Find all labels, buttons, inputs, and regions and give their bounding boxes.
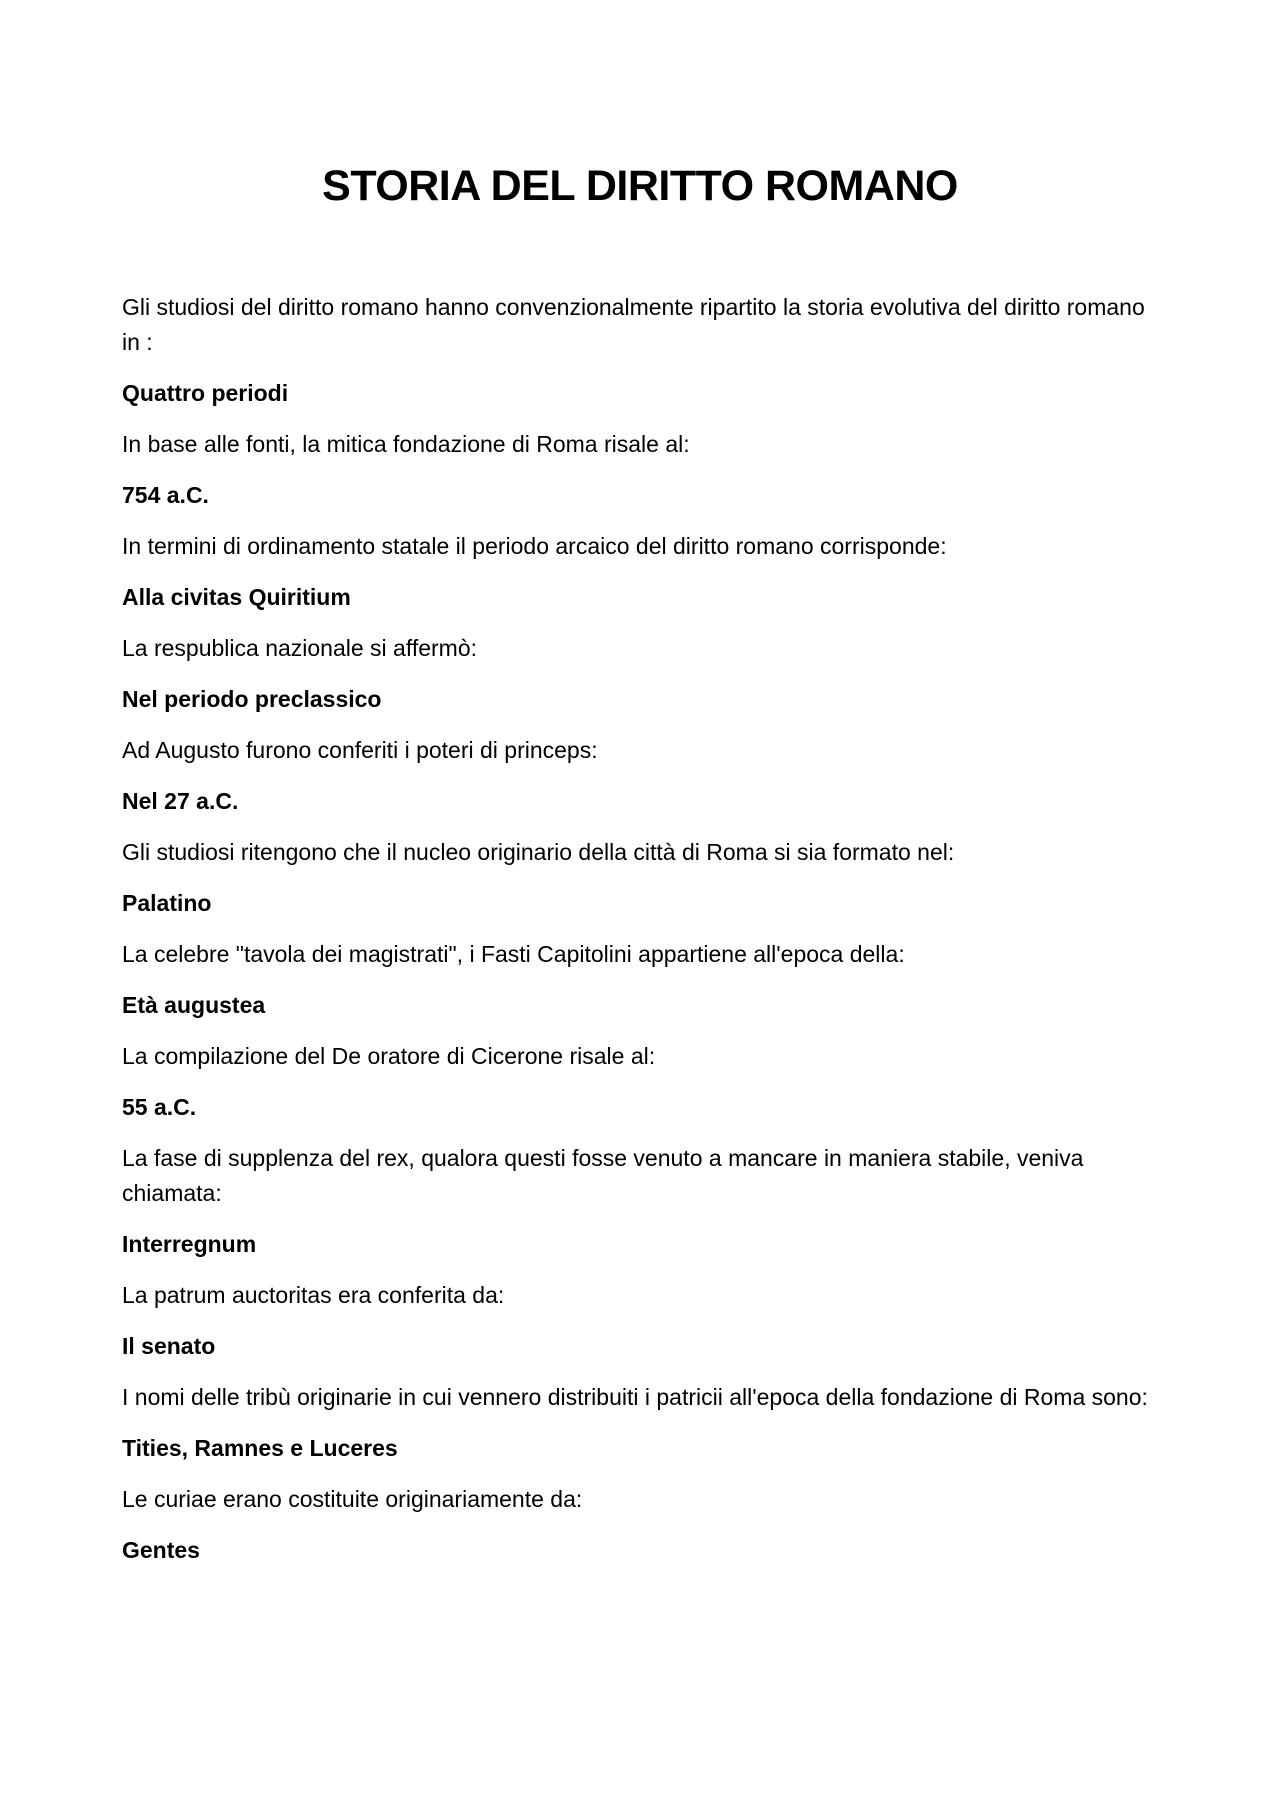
question-9: La fase di supplenza del rex, qualora questi fosse venuto a mancare in maniera stabile, veniva chiamata: xyxy=(122,1145,1084,1206)
answer-6: Palatino xyxy=(122,890,212,916)
answer-9: Interregnum xyxy=(122,1231,257,1257)
answer-8: 55 a.C. xyxy=(122,1094,197,1120)
answer-10: Il senato xyxy=(122,1333,216,1359)
qa-item-11 xyxy=(122,1380,1162,1466)
question-2: In base alle fonti, la mitica fondazione di Roma risale al: xyxy=(122,431,690,457)
answer-3: Alla civitas Quiritium xyxy=(122,584,351,610)
answer-5: Nel 27 a.C. xyxy=(122,788,239,814)
qa-item-10 xyxy=(122,1278,1162,1364)
question-12: Le curiae erano costituite originariamente da: xyxy=(122,1486,583,1512)
qa-item-6 xyxy=(122,835,1162,921)
question-6: Gli studiosi ritengono che il nucleo originario della città di Roma si sia formato nel: xyxy=(122,839,955,865)
question-3: In termini di ordinamento statale il periodo arcaico del diritto romano corrisponde: xyxy=(122,533,947,559)
answer-7: Età augustea xyxy=(122,992,266,1018)
question-7: La celebre "tavola dei magistrati", i Fasti Capitolini appartiene all'epoca della: xyxy=(122,941,905,967)
answer-1: Quattro periodi xyxy=(122,380,289,406)
answer-12: Gentes xyxy=(122,1537,200,1563)
qa-item-2 xyxy=(122,427,1162,513)
question-8: La compilazione del De oratore di Cicerone risale al: xyxy=(122,1043,656,1069)
question-10: La patrum auctoritas era conferita da: xyxy=(122,1282,505,1308)
qa-item-7 xyxy=(122,937,1162,1023)
question-5: Ad Augusto furono conferiti i poteri di princeps: xyxy=(122,737,598,763)
question-11: I nomi delle tribù originarie in cui vennero distribuiti i patricii all'epoca della fondazione di Roma sono: xyxy=(122,1384,1148,1410)
answer-11: Tities, Ramnes e Luceres xyxy=(122,1435,398,1461)
answer-4: Nel periodo preclassico xyxy=(122,686,382,712)
qa-item-8 xyxy=(122,1039,1162,1125)
question-1: Gli studiosi del diritto romano hanno convenzionalmente ripartito la storia evolutiva del diritto romano in : xyxy=(122,294,1145,355)
document-body xyxy=(122,290,1162,1584)
qa-item-1 xyxy=(122,290,1162,411)
qa-item-5 xyxy=(122,733,1162,819)
qa-item-9 xyxy=(122,1141,1162,1262)
qa-item-3 xyxy=(122,529,1162,615)
qa-item-4 xyxy=(122,631,1162,717)
qa-item-12 xyxy=(122,1482,1162,1568)
answer-2: 754 a.C. xyxy=(122,482,209,508)
document-title: STORIA DEL DIRITTO ROMANO xyxy=(322,162,958,210)
question-4: La respublica nazionale si affermò: xyxy=(122,635,478,661)
